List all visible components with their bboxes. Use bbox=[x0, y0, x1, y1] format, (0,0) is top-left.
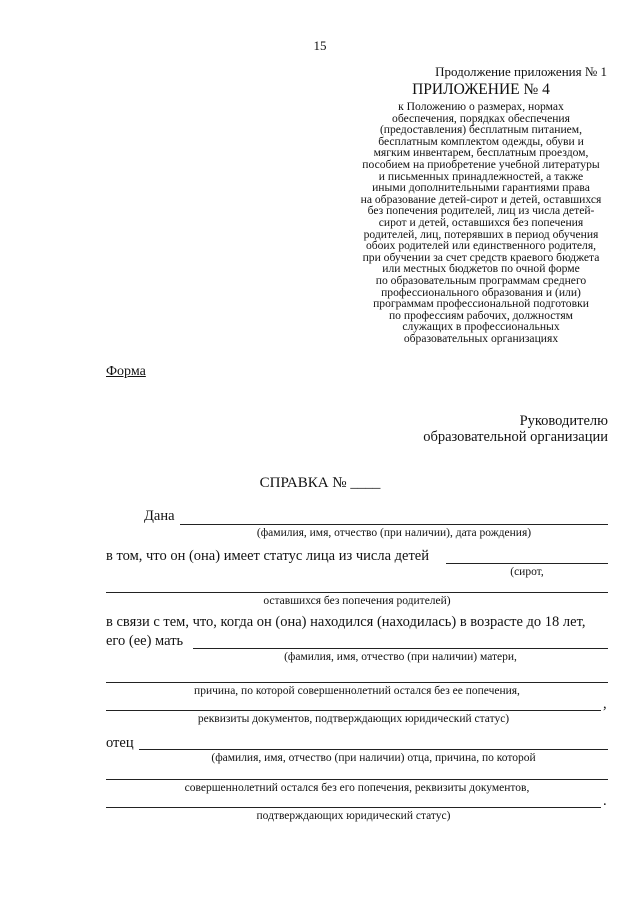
status-field-continued[interactable] bbox=[106, 592, 608, 593]
mother-caption: (фамилия, имя, отчество (при наличии) матери, bbox=[284, 651, 517, 663]
document-title: СПРАВКА № ____ bbox=[259, 475, 381, 491]
mother-caption-documents: реквизиты документов, подтверждающих юридический статус) bbox=[197, 713, 510, 725]
period-mark: . bbox=[603, 793, 607, 809]
status-text: в том, что он (она) имеет статус лица из числа детей bbox=[106, 548, 429, 564]
appendix-description bbox=[343, 101, 619, 344]
appendix-line: программам профессиональной подготовки bbox=[373, 297, 589, 311]
mother-field[interactable] bbox=[193, 648, 608, 649]
father-field[interactable] bbox=[139, 749, 608, 750]
appendix-line: обоих родителей или единственного родителя, bbox=[365, 239, 597, 253]
appendix-line: по образовательным программам среднего bbox=[375, 273, 587, 287]
father-caption-reason: совершеннолетний остался без его попечения, реквизиты документов, bbox=[184, 782, 530, 794]
mother-label: его (ее) мать bbox=[106, 633, 184, 649]
appendix-line: иными дополнительными гарантиями права bbox=[372, 181, 590, 195]
appendix-line: или местных бюджетов по очной форме bbox=[382, 262, 580, 276]
status-caption: (сирот, bbox=[510, 566, 544, 578]
appendix-line: мягким инвентарем, бесплатным проездом, bbox=[373, 146, 589, 160]
appendix-line: служащих в профессиональных bbox=[402, 320, 560, 334]
status-field[interactable] bbox=[446, 563, 608, 564]
appendix-line: (предоставления) бесплатным питанием, bbox=[379, 123, 583, 137]
father-field-documents[interactable] bbox=[106, 807, 601, 808]
appendix-line: на образование детей-сирот и детей, оставшихся bbox=[360, 192, 602, 206]
mother-caption-reason: причина, по которой совершеннолетний остался без ее попечения, bbox=[194, 685, 520, 697]
addressee-line: образовательной организации bbox=[423, 429, 608, 445]
appendix-line: образовательных организациях bbox=[403, 331, 559, 345]
father-label: отец bbox=[106, 735, 134, 751]
comma-mark: , bbox=[603, 696, 607, 712]
appendix-line: обеспечения, порядках обеспечения bbox=[392, 111, 570, 125]
appendix-line: при обучении за счет средств краевого бюджета bbox=[362, 250, 600, 264]
issued-to-caption: (фамилия, имя, отчество (при наличии), дата рождения) bbox=[256, 527, 532, 539]
appendix-line: сирот и детей, оставшихся без попечения bbox=[378, 215, 584, 229]
father-caption: (фамилия, имя, отчество (при наличии) отца, причина, по которой bbox=[211, 752, 536, 764]
mother-field-continued[interactable] bbox=[106, 682, 608, 683]
appendix-line: пособием на приобретение учебной литературы bbox=[362, 157, 600, 171]
page-number: 15 bbox=[313, 38, 327, 53]
appendix-line: и письменных принадлежностей, а также bbox=[378, 169, 584, 183]
addressee-block bbox=[423, 413, 608, 445]
appendix-line: к Положению о размерах, нормах bbox=[398, 100, 564, 113]
status-caption-continued: оставшихся без попечения родителей) bbox=[263, 595, 451, 607]
because-text: в связи с тем, что, когда он (она) находился (находилась) в возрасте до 18 лет, bbox=[106, 614, 586, 630]
mother-field-documents[interactable] bbox=[106, 710, 601, 711]
appendix-line: родителей, лиц, потерявших в период обучения bbox=[363, 227, 599, 241]
continuation-note: Продолжение приложения № 1 bbox=[435, 64, 607, 79]
issued-to-label: Дана bbox=[144, 508, 175, 524]
form-label: Форма bbox=[106, 364, 146, 379]
father-field-continued[interactable] bbox=[106, 779, 608, 780]
addressee-line: Руководителю bbox=[519, 413, 608, 429]
appendix-line: профессионального образования и (или) bbox=[381, 285, 581, 299]
father-caption-documents: подтверждающих юридический статус) bbox=[256, 810, 451, 822]
issued-to-field[interactable] bbox=[180, 524, 608, 525]
appendix-line: по профессиям рабочих, должностям bbox=[388, 308, 574, 322]
appendix-title: ПРИЛОЖЕНИЕ № 4 bbox=[412, 81, 550, 98]
appendix-line: бесплатным комплектом одежды, обуви и bbox=[378, 134, 584, 148]
appendix-line: без попечения родителей, лиц из числа детей- bbox=[367, 204, 595, 218]
